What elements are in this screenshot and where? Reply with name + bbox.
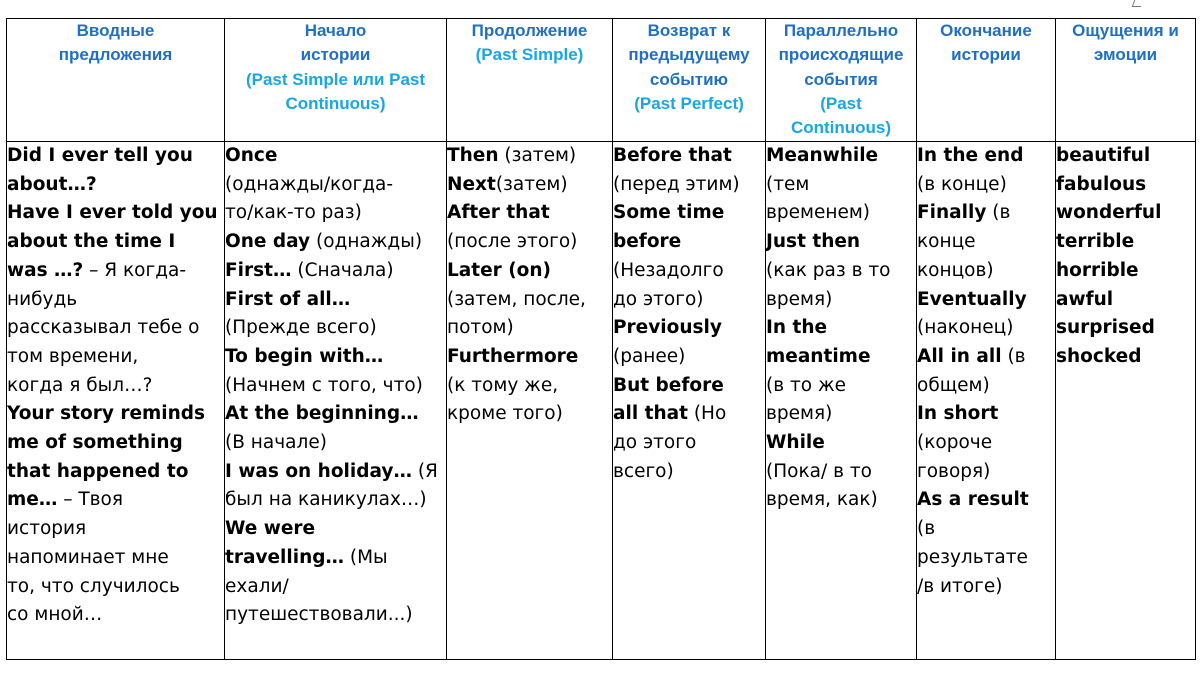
column-ending-phrases	[917, 142, 1056, 660]
phrase-line	[225, 515, 446, 544]
english-phrase: terrible	[1056, 231, 1135, 253]
column-intro-phrases	[7, 142, 225, 660]
phrase-line	[447, 199, 612, 228]
english-phrase: To begin with…	[225, 345, 384, 367]
russian-translation: говоря)	[917, 460, 991, 482]
english-phrase: beautiful	[1056, 145, 1151, 166]
phrase-line	[766, 286, 916, 315]
phrase-line	[7, 286, 224, 315]
header-cell-intro	[7, 19, 225, 142]
header-title-line: истории	[300, 45, 371, 65]
header-tense-line: (Past Simple или Past	[245, 69, 426, 89]
english-phrase: Once	[225, 145, 278, 166]
phrase-line	[447, 257, 612, 286]
header-cell-flashback	[613, 19, 766, 142]
header-title-line: Начало	[304, 21, 367, 40]
header-title-line: Продолжение	[471, 21, 588, 40]
column-beginning-phrases	[225, 142, 447, 660]
english-phrase: I was on holiday…	[225, 460, 412, 482]
header-title-line: события	[804, 69, 878, 89]
phrase-line	[613, 343, 765, 372]
phrase-line	[917, 286, 1055, 315]
header-title-line: Параллельно	[783, 21, 899, 40]
phrase-line	[766, 199, 916, 228]
russian-translation: (Я	[411, 460, 438, 482]
phrase-line	[7, 372, 224, 401]
phrase-line	[225, 573, 446, 602]
english-phrase: Finally	[917, 202, 987, 224]
russian-translation: (Прежде всего)	[225, 317, 377, 339]
russian-translation: (Незадолго	[613, 259, 724, 281]
phrase-line	[613, 171, 765, 200]
phrase-line	[917, 199, 1055, 228]
english-phrase: Some time	[613, 202, 725, 224]
phrase-line	[225, 486, 446, 515]
english-phrase: me…	[7, 489, 58, 511]
phrase-line	[917, 400, 1055, 429]
phrase-line	[766, 372, 916, 401]
russian-translation: (ранее)	[613, 345, 686, 367]
header-title-line: Окончание	[940, 21, 1032, 40]
english-phrase: Furthermore	[447, 345, 579, 367]
russian-translation: история	[7, 518, 87, 540]
russian-translation: временем)	[766, 202, 871, 224]
russian-translation: время)	[766, 288, 833, 310]
column-continuation-phrases	[447, 142, 613, 660]
english-phrase: In the	[766, 317, 828, 339]
phrase-line	[447, 286, 612, 315]
phrase-line	[225, 199, 446, 228]
phrases-table	[6, 18, 1196, 660]
russian-translation: результате	[917, 546, 1028, 568]
russian-translation: кроме того)	[447, 403, 563, 425]
russian-translation: рассказывал тебе о	[7, 317, 200, 339]
phrase-line	[1056, 314, 1195, 343]
english-phrase: Your story reminds	[7, 403, 206, 425]
english-phrase: Next	[447, 173, 496, 195]
english-phrase: Have I ever told you	[7, 202, 218, 224]
english-phrase: wonderful	[1056, 202, 1162, 224]
russian-translation: (в	[917, 518, 936, 540]
russian-translation: всего)	[613, 460, 674, 482]
phrase-line	[917, 257, 1055, 286]
phrase-line	[1056, 199, 1195, 228]
russian-translation: (после этого)	[447, 231, 578, 253]
phrase-line	[7, 573, 224, 602]
phrase-line	[613, 400, 765, 429]
phrase-line	[7, 515, 224, 544]
english-phrase: In short	[917, 403, 999, 425]
russian-translation: – Я когда-	[83, 259, 187, 281]
phrase-line	[613, 286, 765, 315]
phrase-line	[766, 171, 916, 200]
russian-translation: (В начале)	[225, 432, 327, 454]
russian-translation: том времени,	[7, 345, 139, 367]
english-phrase: All in all	[917, 345, 1002, 367]
phrase-line	[613, 142, 765, 171]
russian-translation: (в конце)	[917, 173, 1007, 195]
russian-translation: нибудь	[7, 288, 78, 310]
phrase-line	[225, 601, 446, 630]
english-phrase: As a result	[917, 489, 1029, 511]
russian-translation: (наконец)	[917, 317, 1014, 339]
phrase-line	[766, 343, 916, 372]
phrase-line	[766, 458, 916, 487]
phrase-line	[7, 171, 224, 200]
english-phrase: meantime	[766, 345, 871, 367]
russian-translation: (Сначала)	[291, 259, 394, 281]
russian-translation: (перед этим)	[613, 173, 740, 195]
phrase-line	[1056, 142, 1195, 171]
russian-translation: (Мы	[344, 546, 388, 568]
phrase-line	[1056, 171, 1195, 200]
russian-translation: (как раз в то	[766, 259, 891, 281]
russian-translation: концов)	[917, 259, 994, 281]
russian-translation: (затем, после,	[447, 288, 586, 310]
header-cell-emotions	[1056, 19, 1196, 142]
english-phrase: First…	[225, 259, 292, 281]
column-parallel-phrases	[766, 142, 917, 660]
phrase-line	[766, 314, 916, 343]
phrase-line	[7, 458, 224, 487]
english-phrase: Just then	[766, 231, 861, 253]
phrase-line	[7, 228, 224, 257]
header-row	[7, 19, 1196, 142]
phrase-line	[613, 458, 765, 487]
russian-translation: общем)	[917, 374, 990, 396]
english-phrase: was …?	[7, 259, 84, 281]
phrase-line	[917, 372, 1055, 401]
phrase-line	[613, 314, 765, 343]
russian-translation: был на каникулах…)	[225, 489, 427, 511]
phrase-line	[225, 458, 446, 487]
column-emotions-phrases	[1056, 142, 1196, 660]
header-cell-ending	[917, 19, 1056, 142]
header-title-line: Возврат к	[647, 21, 731, 40]
header-title-line: Вводные	[76, 21, 155, 40]
header-tense-line: Continuous)	[285, 93, 386, 113]
phrase-line	[7, 257, 224, 286]
russian-translation: (однажды)	[310, 231, 423, 253]
russian-translation: – Твоя	[57, 489, 123, 511]
header-title-line: истории	[951, 45, 1021, 65]
russian-translation: (Пока/ в то	[766, 460, 872, 482]
english-phrase: After that	[447, 202, 550, 224]
english-phrase: Previously	[613, 317, 722, 339]
phrase-line	[766, 142, 916, 171]
russian-translation: /в итоге)	[917, 575, 1003, 597]
english-phrase: At the beginning…	[225, 403, 419, 425]
russian-translation: напоминает мне	[7, 546, 169, 568]
phrase-line	[447, 314, 612, 343]
header-tense-line: (Past	[820, 93, 862, 113]
english-phrase: awful	[1056, 288, 1114, 310]
english-phrase: Eventually	[917, 288, 1027, 310]
phrase-line	[766, 429, 916, 458]
phrase-line	[917, 515, 1055, 544]
english-phrase: One day	[225, 231, 311, 253]
russian-translation: (в то же	[766, 374, 847, 396]
russian-translation: то, что случилось	[7, 575, 180, 597]
english-phrase: But before	[613, 374, 724, 396]
russian-translation: ехали/	[225, 575, 289, 597]
russian-translation: когда я был…?	[7, 374, 153, 396]
phrase-line	[1056, 228, 1195, 257]
russian-translation: (тем	[766, 173, 810, 195]
phrase-line	[766, 400, 916, 429]
english-phrase: Did I ever tell you	[7, 145, 193, 166]
russian-translation: (в	[1001, 345, 1026, 367]
phrase-line	[7, 343, 224, 372]
phrase-line	[1056, 343, 1195, 372]
russian-translation: конце	[917, 231, 976, 253]
english-phrase: fabulous	[1056, 173, 1147, 195]
phrase-line	[613, 372, 765, 401]
english-phrase: surprised	[1056, 317, 1155, 339]
russian-translation: (Но	[687, 403, 727, 425]
phrase-line	[917, 544, 1055, 573]
english-phrase: before	[613, 231, 682, 253]
phrase-line	[917, 429, 1055, 458]
russian-translation: до этого	[613, 432, 697, 454]
phrase-line	[225, 257, 446, 286]
phrase-line	[7, 486, 224, 515]
russian-translation: до этого)	[613, 288, 704, 310]
russian-translation: время)	[766, 403, 833, 425]
english-phrase: about the time I	[7, 231, 176, 253]
header-tense-line: (Past Perfect)	[634, 93, 744, 113]
mouse-cursor-icon	[1132, 0, 1144, 7]
russian-translation: путешествовали...)	[225, 604, 413, 626]
phrase-line	[225, 286, 446, 315]
header-title-line: событию	[649, 69, 729, 89]
english-phrase: travelling…	[225, 546, 344, 568]
russian-translation: (затем)	[498, 145, 577, 166]
phrase-line	[447, 400, 612, 429]
russian-translation: то/как-то раз)	[225, 202, 362, 224]
english-phrase: While	[766, 432, 825, 454]
phrase-line	[917, 458, 1055, 487]
header-tense-line: (Past Simple)	[475, 45, 584, 65]
english-phrase: all that	[613, 403, 688, 425]
header-title-line: Ощущения и	[1072, 21, 1179, 40]
russian-translation: время, как)	[766, 489, 878, 511]
phrase-line	[7, 601, 224, 630]
phrase-line	[225, 228, 446, 257]
header-title-line: происходящие	[778, 45, 904, 65]
russian-translation: (короче	[917, 432, 993, 454]
header-title-line: эмоции	[1093, 45, 1158, 65]
russian-translation: (Начнем с того, что)	[225, 374, 423, 396]
phrase-line	[1056, 257, 1195, 286]
russian-translation: со мной…	[7, 604, 103, 626]
phrase-line	[613, 257, 765, 286]
russian-translation: потом)	[447, 317, 514, 339]
phrase-line	[1056, 286, 1195, 315]
phrase-line	[225, 429, 446, 458]
english-phrase: Before that	[613, 145, 732, 166]
phrase-line	[225, 400, 446, 429]
phrase-line	[447, 142, 612, 171]
phrase-line	[447, 343, 612, 372]
phrase-line	[613, 199, 765, 228]
english-phrase: Later (on)	[447, 259, 552, 281]
phrase-line	[225, 544, 446, 573]
english-phrase: shocked	[1056, 345, 1142, 367]
english-phrase: First of all…	[225, 288, 351, 310]
column-flashback-phrases	[613, 142, 766, 660]
phrase-line	[766, 257, 916, 286]
russian-translation: (затем)	[495, 173, 568, 195]
header-cell-continuation	[447, 19, 613, 142]
english-phrase: Meanwhile	[766, 145, 879, 166]
phrase-line	[917, 343, 1055, 372]
header-title-line: предыдущему	[628, 45, 750, 65]
phrase-line	[917, 314, 1055, 343]
content-row	[7, 142, 1196, 660]
phrase-line	[7, 400, 224, 429]
phrase-line	[7, 142, 224, 171]
header-title-line: предложения	[58, 45, 173, 65]
english-phrase: about…?	[7, 173, 97, 195]
header-tense-line: Continuous)	[790, 118, 892, 138]
phrase-line	[447, 228, 612, 257]
english-phrase: We were	[225, 518, 316, 540]
phrase-line	[917, 171, 1055, 200]
phrase-line	[613, 429, 765, 458]
phrase-line	[766, 228, 916, 257]
phrase-line	[613, 228, 765, 257]
phrase-line	[225, 372, 446, 401]
header-cell-beginning	[225, 19, 447, 142]
russian-translation: (в	[986, 202, 1011, 224]
english-phrase: horrible	[1056, 259, 1139, 281]
phrase-line	[225, 314, 446, 343]
phrase-line	[917, 573, 1055, 602]
russian-translation: (к тому же,	[447, 374, 559, 396]
phrase-line	[447, 171, 612, 200]
phrase-line	[447, 372, 612, 401]
english-phrase: Then	[447, 145, 499, 166]
russian-translation: (однажды/когда-	[225, 173, 394, 195]
phrase-line	[7, 199, 224, 228]
phrase-line	[225, 171, 446, 200]
phrase-line	[917, 142, 1055, 171]
phrase-line	[225, 343, 446, 372]
phrase-line	[225, 142, 446, 171]
english-phrase: that happened to	[7, 460, 189, 482]
phrase-line	[917, 486, 1055, 515]
phrase-line	[7, 544, 224, 573]
phrase-line	[766, 486, 916, 515]
phrase-line	[7, 429, 224, 458]
phrase-line	[7, 314, 224, 343]
english-phrase: In the end	[917, 145, 1024, 166]
phrase-line	[917, 228, 1055, 257]
header-cell-parallel	[766, 19, 917, 142]
english-phrase: me of something	[7, 432, 183, 454]
